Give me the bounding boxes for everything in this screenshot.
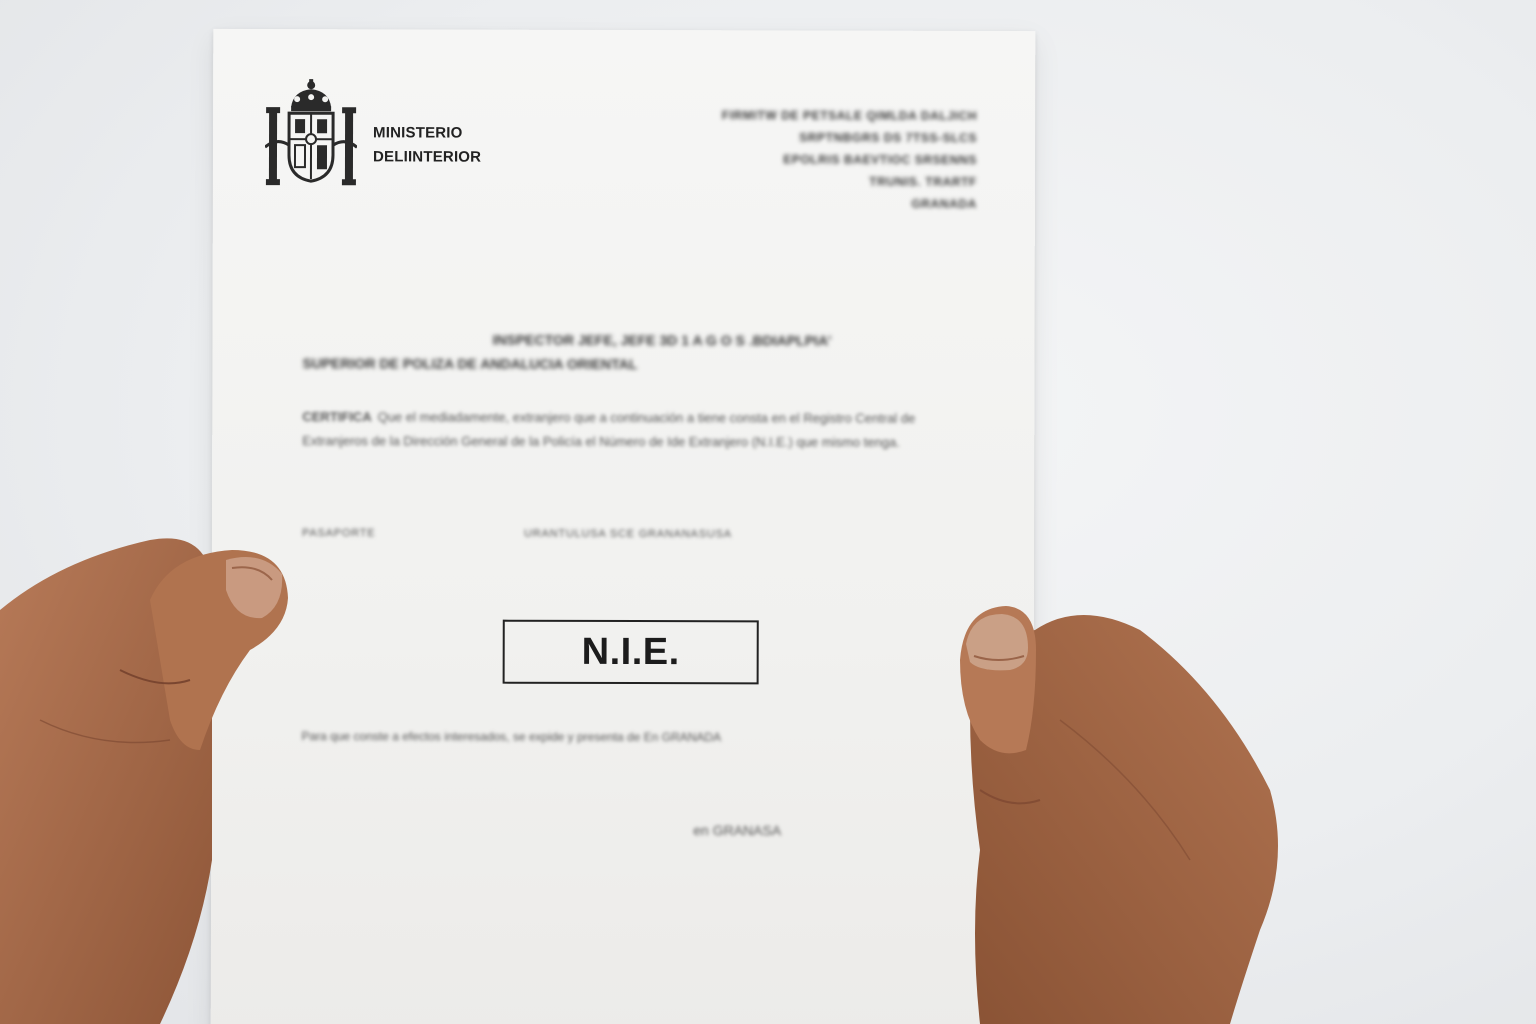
document-fields <box>301 527 952 541</box>
certifies-lead: CERTIFICA <box>302 409 372 425</box>
ministry-name <box>373 121 481 169</box>
address-line: TRUNIS. TRARTF <box>869 174 977 189</box>
field-value: URANTULUSA SCE GRANANASUSA <box>523 527 732 541</box>
document-heading <box>302 327 942 377</box>
certification-paragraph <box>302 405 952 455</box>
address-line: FIRMITW DE PETSALE QIMLDA DALJICH <box>721 108 978 123</box>
place-signature: en GRANASA <box>693 822 782 839</box>
nie-label-box <box>503 620 759 685</box>
closing-statement: Para que conste a efectos interesados, se expide y presenta de En GRANADA <box>301 729 722 745</box>
address-line: GRANADA <box>911 196 977 211</box>
heading-line-2: SUPERIOR DE POLIZA DE ANDALUCIA ORIENTAL <box>302 355 638 373</box>
address-line: SRPTNBGRS DS 7TSS-SLCS <box>799 130 978 145</box>
field-label: PASAPORTE <box>301 527 376 540</box>
ministry-line-2: DELIINTERIOR <box>372 148 482 166</box>
certifies-text: Que el mediadamente, extranjero que a continuación a tiene consta en el Registro Central de Extranjeros de la Dirección General de la Policía el Número de Ide Extranjero (N.I.E.) que mismo tenga. <box>302 409 916 450</box>
heading-line-1: INSPECTOR JEFE, JEFE 3D 1 A G O S .BDIAPLPIA' <box>492 331 832 349</box>
document-sheet <box>211 29 1036 1024</box>
nie-label: N.I.E. <box>581 630 680 673</box>
address-line: EPOLRIS BAEVTIOC SRSENNS <box>783 152 978 167</box>
coat-of-arms-icon <box>265 77 357 187</box>
sender-address <box>721 104 977 215</box>
ministry-line-1: MINISTERIO <box>373 124 463 142</box>
